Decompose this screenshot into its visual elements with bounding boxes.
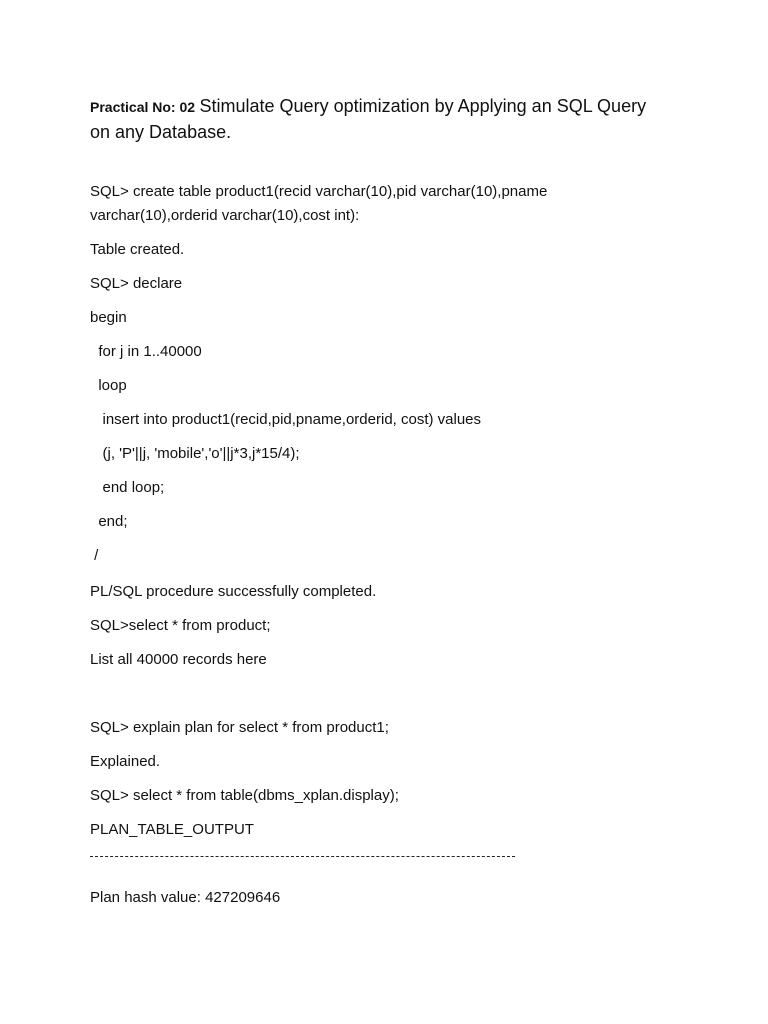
values-line: (j, 'P'||j, 'mobile','o'||j*3,j*15/4); <box>90 445 300 462</box>
table-created-output: Table created. <box>90 241 185 258</box>
practical-title-continued: on any Database. <box>90 122 232 142</box>
practical-number-label: Practical No: 02 <box>90 99 196 115</box>
select-product-line: SQL>select * from product; <box>90 617 271 634</box>
declare-line: SQL> declare <box>90 275 183 292</box>
begin-line: begin <box>90 309 127 326</box>
end-loop-line: end loop; <box>90 479 165 496</box>
explain-plan-line: SQL> explain plan for select * from product1; <box>90 719 389 736</box>
explained-output: Explained. <box>90 753 161 770</box>
select-xplan-line: SQL> select * from table(dbms_xplan.display); <box>90 787 399 804</box>
end-line: end; <box>90 513 128 530</box>
plan-hash-value: Plan hash value: 427209646 <box>90 889 281 906</box>
insert-line: insert into product1(recid,pid,pname,orderid, cost) values <box>90 411 482 428</box>
create-table-line-1: SQL> create table product1(recid varchar(10),pid varchar(10),pname <box>90 183 548 200</box>
list-records-note: List all 40000 records here <box>90 651 267 668</box>
loop-line: loop <box>90 377 127 394</box>
dashed-divider <box>90 856 515 857</box>
plan-table-output-header: PLAN_TABLE_OUTPUT <box>90 821 254 838</box>
create-table-line-2: varchar(10),orderid varchar(10),cost int): <box>90 207 360 224</box>
for-loop-line: for j in 1..40000 <box>90 343 202 360</box>
practical-title-text: Stimulate Query optimization by Applying an SQL Query <box>199 96 647 116</box>
practical-title <box>90 93 646 121</box>
slash-line: / <box>90 547 99 564</box>
plsql-completed-output: PL/SQL procedure successfully completed. <box>90 583 377 600</box>
